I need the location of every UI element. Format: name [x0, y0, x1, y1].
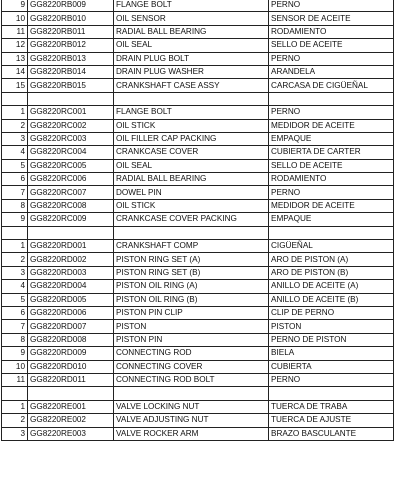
table-row [2, 253, 394, 266]
part-code-cell: GG8220RE003 [28, 427, 114, 440]
description-es-cell [269, 226, 394, 239]
description-en-cell: OIL SEAL [114, 39, 269, 52]
description-en-cell [114, 226, 269, 239]
item-number-cell: 4 [2, 280, 28, 293]
blank-row [2, 226, 394, 239]
description-en-cell: CONNECTING ROD BOLT [114, 373, 269, 386]
table-row [2, 400, 394, 413]
table-row [2, 65, 394, 78]
description-en-cell: CRANKCASE COVER PACKING [114, 213, 269, 226]
description-en-cell: PISTON OIL RING (A) [114, 280, 269, 293]
table-row [2, 25, 394, 38]
item-number-cell: 13 [2, 52, 28, 65]
part-code-cell: GG8220RC001 [28, 106, 114, 119]
part-code-cell: GG8220RD002 [28, 253, 114, 266]
part-code-cell: GG8220RE002 [28, 414, 114, 427]
description-en-cell: CRANKSHAFT CASE ASSY [114, 79, 269, 92]
part-code-cell: GG8220RD011 [28, 373, 114, 386]
table-row [2, 373, 394, 386]
part-code-cell: GG8220RC007 [28, 186, 114, 199]
part-code-cell: GG8220RB010 [28, 12, 114, 25]
item-number-cell: 1 [2, 240, 28, 253]
table-row [2, 119, 394, 132]
description-es-cell: CARCASA DE CIGÜEÑAL [269, 79, 394, 92]
description-es-cell: ARO DE PISTON (B) [269, 266, 394, 279]
item-number-cell: 10 [2, 12, 28, 25]
part-code-cell: GG8220RD009 [28, 347, 114, 360]
description-es-cell: MEDIDOR DE ACEITE [269, 119, 394, 132]
item-number-cell: 14 [2, 65, 28, 78]
item-number-cell: 10 [2, 360, 28, 373]
blank-row [2, 92, 394, 105]
description-en-cell: CONNECTING COVER [114, 360, 269, 373]
item-number-cell: 4 [2, 146, 28, 159]
description-es-cell: PERNO [269, 0, 394, 12]
table-row [2, 414, 394, 427]
description-en-cell: VALVE ROCKER ARM [114, 427, 269, 440]
description-en-cell: VALVE LOCKING NUT [114, 400, 269, 413]
item-number-cell [2, 387, 28, 400]
description-en-cell: PISTON OIL RING (B) [114, 293, 269, 306]
description-en-cell: DRAIN PLUG BOLT [114, 52, 269, 65]
item-number-cell: 11 [2, 373, 28, 386]
table-row [2, 52, 394, 65]
part-code-cell: GG8220RC006 [28, 173, 114, 186]
description-en-cell: RADIAL BALL BEARING [114, 25, 269, 38]
part-code-cell [28, 92, 114, 105]
table-row [2, 293, 394, 306]
description-es-cell: RODAMIENTO [269, 25, 394, 38]
description-en-cell: OIL FILLER CAP PACKING [114, 132, 269, 145]
part-code-cell: GG8220RB014 [28, 65, 114, 78]
part-code-cell: GG8220RB015 [28, 79, 114, 92]
table-row [2, 79, 394, 92]
part-code-cell: GG8220RC002 [28, 119, 114, 132]
part-code-cell: GG8220RD001 [28, 240, 114, 253]
description-en-cell: DRAIN PLUG WASHER [114, 65, 269, 78]
table-row [2, 333, 394, 346]
table-row [2, 320, 394, 333]
part-code-cell [28, 387, 114, 400]
description-es-cell: RODAMIENTO [269, 173, 394, 186]
table-row [2, 266, 394, 279]
description-es-cell: CIGÜEÑAL [269, 240, 394, 253]
table-row [2, 0, 394, 12]
description-es-cell: TUERCA DE TRABA [269, 400, 394, 413]
item-number-cell [2, 92, 28, 105]
description-en-cell: OIL STICK [114, 119, 269, 132]
description-es-cell: EMPAQUE [269, 132, 394, 145]
part-code-cell: GG8220RC005 [28, 159, 114, 172]
description-en-cell: OIL SEAL [114, 159, 269, 172]
description-es-cell: EMPAQUE [269, 213, 394, 226]
item-number-cell: 2 [2, 119, 28, 132]
table-row [2, 306, 394, 319]
part-code-cell [28, 226, 114, 239]
item-number-cell: 3 [2, 266, 28, 279]
table-row [2, 132, 394, 145]
item-number-cell: 5 [2, 293, 28, 306]
item-number-cell: 2 [2, 253, 28, 266]
item-number-cell: 8 [2, 333, 28, 346]
item-number-cell: 6 [2, 173, 28, 186]
table-row [2, 360, 394, 373]
description-en-cell: FLANGE BOLT [114, 0, 269, 12]
description-es-cell: BRAZO BASCULANTE [269, 427, 394, 440]
item-number-cell: 1 [2, 106, 28, 119]
parts-table-body [2, 0, 394, 440]
description-es-cell: ARO DE PISTON (A) [269, 253, 394, 266]
item-number-cell [2, 226, 28, 239]
description-en-cell: RADIAL BALL BEARING [114, 173, 269, 186]
description-en-cell: DOWEL PIN [114, 186, 269, 199]
item-number-cell: 2 [2, 414, 28, 427]
description-es-cell: MEDIDOR DE ACEITE [269, 199, 394, 212]
part-code-cell: GG8220RC008 [28, 199, 114, 212]
part-code-cell: GG8220RB012 [28, 39, 114, 52]
description-es-cell: SELLO DE ACEITE [269, 39, 394, 52]
item-number-cell: 6 [2, 306, 28, 319]
item-number-cell: 7 [2, 320, 28, 333]
table-row [2, 159, 394, 172]
description-es-cell: PERNO [269, 106, 394, 119]
item-number-cell: 9 [2, 0, 28, 12]
table-row [2, 427, 394, 440]
blank-row [2, 387, 394, 400]
part-code-cell: GG8220RC004 [28, 146, 114, 159]
description-es-cell: CUBIERTA [269, 360, 394, 373]
item-number-cell: 7 [2, 186, 28, 199]
description-en-cell: PISTON RING SET (B) [114, 266, 269, 279]
item-number-cell: 1 [2, 400, 28, 413]
description-es-cell: ARANDELA [269, 65, 394, 78]
table-row [2, 199, 394, 212]
item-number-cell: 5 [2, 159, 28, 172]
description-en-cell: OIL STICK [114, 199, 269, 212]
description-en-cell [114, 387, 269, 400]
description-es-cell: SENSOR DE ACEITE [269, 12, 394, 25]
item-number-cell: 8 [2, 199, 28, 212]
description-en-cell: CONNECTING ROD [114, 347, 269, 360]
item-number-cell: 3 [2, 427, 28, 440]
part-code-cell: GG8220RE001 [28, 400, 114, 413]
part-code-cell: GG8220RB011 [28, 25, 114, 38]
description-es-cell: BIELA [269, 347, 394, 360]
description-en-cell: PISTON RING SET (A) [114, 253, 269, 266]
parts-table [1, 0, 394, 441]
table-row [2, 186, 394, 199]
part-code-cell: GG8220RD003 [28, 266, 114, 279]
part-code-cell: GG8220RC003 [28, 132, 114, 145]
part-code-cell: GG8220RD006 [28, 306, 114, 319]
item-number-cell: 3 [2, 132, 28, 145]
description-en-cell [114, 92, 269, 105]
table-row [2, 240, 394, 253]
item-number-cell: 11 [2, 25, 28, 38]
part-code-cell: GG8220RD007 [28, 320, 114, 333]
description-es-cell: PERNO [269, 186, 394, 199]
description-es-cell: SELLO DE ACEITE [269, 159, 394, 172]
description-en-cell: CRANKCASE COVER [114, 146, 269, 159]
part-code-cell: GG8220RD008 [28, 333, 114, 346]
table-row [2, 173, 394, 186]
table-row [2, 280, 394, 293]
description-es-cell: ANILLO DE ACEITE (A) [269, 280, 394, 293]
item-number-cell: 9 [2, 213, 28, 226]
description-en-cell: CRANKSHAFT COMP [114, 240, 269, 253]
description-en-cell: FLANGE BOLT [114, 106, 269, 119]
part-code-cell: GG8220RB013 [28, 52, 114, 65]
table-row [2, 106, 394, 119]
description-es-cell: CLIP DE PERNO [269, 306, 394, 319]
description-es-cell: CUBIERTA DE CARTER [269, 146, 394, 159]
description-es-cell: PERNO [269, 52, 394, 65]
description-en-cell: PISTON [114, 320, 269, 333]
description-es-cell: PERNO [269, 373, 394, 386]
description-es-cell [269, 92, 394, 105]
item-number-cell: 15 [2, 79, 28, 92]
part-code-cell: GG8220RB009 [28, 0, 114, 12]
part-code-cell: GG8220RD004 [28, 280, 114, 293]
part-code-cell: GG8220RC009 [28, 213, 114, 226]
description-es-cell: PERNO DE PISTON [269, 333, 394, 346]
description-en-cell: PISTON PIN [114, 333, 269, 346]
description-es-cell: TUERCA DE AJUSTE [269, 414, 394, 427]
description-en-cell: VALVE ADJUSTING NUT [114, 414, 269, 427]
part-code-cell: GG8220RD005 [28, 293, 114, 306]
description-en-cell: PISTON PIN CLIP [114, 306, 269, 319]
item-number-cell: 9 [2, 347, 28, 360]
description-es-cell: PISTON [269, 320, 394, 333]
table-row [2, 347, 394, 360]
description-es-cell: ANILLO DE ACEITE (B) [269, 293, 394, 306]
description-en-cell: OIL SENSOR [114, 12, 269, 25]
item-number-cell: 12 [2, 39, 28, 52]
table-row [2, 12, 394, 25]
part-code-cell: GG8220RD010 [28, 360, 114, 373]
table-row [2, 39, 394, 52]
description-es-cell [269, 387, 394, 400]
table-row [2, 213, 394, 226]
table-row [2, 146, 394, 159]
